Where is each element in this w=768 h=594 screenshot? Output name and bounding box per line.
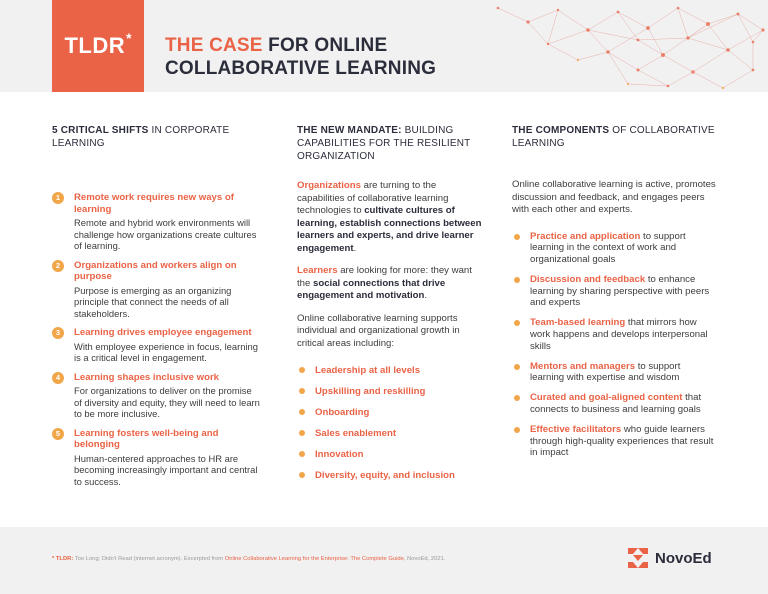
title-line1-rest: FOR ONLINE bbox=[262, 35, 388, 56]
shift-text: With employee experience in focus, learning is a critical level in engagement. bbox=[74, 340, 258, 363]
shift-title: Learning shapes inclusive work bbox=[74, 371, 220, 383]
list-item bbox=[297, 364, 482, 377]
component-item bbox=[512, 231, 717, 266]
heading-rest: IN CORPORATE LEARNING bbox=[52, 125, 230, 149]
list-item bbox=[297, 406, 482, 419]
bullet-dot-icon bbox=[514, 320, 520, 326]
heading-bold: THE COMPONENTS bbox=[512, 125, 610, 136]
component-item bbox=[512, 424, 717, 459]
tldr-badge bbox=[52, 0, 144, 92]
header-band bbox=[0, 0, 768, 92]
number-badge: 3 bbox=[52, 327, 64, 339]
heading-rest: OF COLLABORATIVE LEARNING bbox=[512, 125, 715, 149]
paragraph-bold: social connections that drive engagement and motivation bbox=[297, 277, 446, 301]
component-text: to support learning with expertise and wisdom bbox=[530, 360, 681, 384]
shift-text: Human-centered approaches to HR are becoming increasingly important and central to success. bbox=[74, 452, 258, 487]
title-line2: COLLABORATIVE LEARNING bbox=[165, 58, 437, 79]
component-text: that connects to business and learning goals bbox=[530, 392, 702, 416]
shift-item bbox=[52, 192, 262, 252]
shift-item bbox=[52, 372, 262, 420]
shift-title: Remote work requires new ways of learning bbox=[74, 192, 234, 215]
component-item bbox=[512, 274, 717, 309]
list-item-label: Onboarding bbox=[315, 407, 370, 418]
component-name: Effective facilitators bbox=[530, 423, 622, 435]
bullet-dot-icon bbox=[514, 277, 520, 283]
novoed-logo-icon bbox=[626, 546, 650, 570]
number-badge: 5 bbox=[52, 428, 64, 440]
number-badge: 4 bbox=[52, 372, 64, 384]
bullet-dot-icon bbox=[299, 472, 305, 478]
learners-paragraph bbox=[297, 265, 482, 303]
new-mandate-column bbox=[297, 124, 482, 490]
bullet-dot-icon bbox=[514, 364, 520, 370]
list-item-label: Diversity, equity, and inclusion bbox=[315, 470, 455, 481]
bullet-dot-icon bbox=[299, 430, 305, 436]
learners-lead: Learners bbox=[297, 265, 338, 276]
list-item bbox=[297, 427, 482, 440]
shift-text: Purpose is emerging as an organizing principle that connect the needs of all stakeholders. bbox=[74, 284, 232, 319]
bullet-dot-icon bbox=[514, 234, 520, 240]
component-text: to support learning in the context of work and organizational goals bbox=[530, 230, 686, 266]
heading-rest: BUILDING CAPABILITIES FOR THE RESILIENT ORGANIZATION bbox=[297, 125, 471, 162]
shift-title: Learning fosters well-being and belonging bbox=[74, 427, 219, 450]
organizations-lead: Organizations bbox=[297, 180, 361, 191]
component-text: who guide learners through high-quality experiences that result in impact bbox=[530, 423, 714, 459]
critical-shifts-column bbox=[52, 124, 262, 495]
footnote-term: * TLDR: bbox=[52, 556, 74, 562]
shift-text: Remote and hybrid work environments will challenge how organizations create cultures of learning. bbox=[74, 217, 257, 251]
footnote-definition: Too Long; Didn't Read (internet acronym). Excerpted from bbox=[73, 556, 225, 562]
shift-title: Learning drives employee engagement bbox=[74, 327, 252, 338]
component-name: Team-based learning bbox=[530, 317, 626, 329]
shift-item bbox=[52, 327, 262, 364]
list-item bbox=[297, 385, 482, 398]
bullet-dot-icon bbox=[299, 409, 305, 415]
page-title bbox=[165, 34, 436, 80]
components-column bbox=[512, 124, 717, 467]
novoed-logo bbox=[626, 546, 712, 570]
heading-bold: THE NEW MANDATE: bbox=[297, 125, 402, 136]
shift-text: For organizations to deliver on the promise of diversity and equity, they will need to learn to be more inclusive. bbox=[74, 385, 260, 419]
heading-bold: 5 CRITICAL SHIFTS bbox=[52, 125, 149, 136]
logo-text: NovoEd bbox=[655, 549, 712, 567]
bullet-dot-icon bbox=[514, 427, 520, 433]
component-item bbox=[512, 361, 717, 385]
component-text: that mirrors how work happens and develops interpersonal skills bbox=[530, 317, 708, 352]
list-item-label: Sales enablement bbox=[315, 428, 397, 439]
paragraph-text: are looking for more: they want the bbox=[297, 265, 472, 289]
tldr-text: TLDR bbox=[64, 33, 126, 58]
organizations-paragraph bbox=[297, 180, 482, 255]
title-accent: THE CASE bbox=[165, 35, 263, 56]
paragraph-bold: cultivate cultures of learning, establish connections between learners and experts, and drive learner engagement bbox=[297, 205, 482, 254]
list-item-label: Leadership at all levels bbox=[315, 365, 421, 376]
growth-paragraph: Online collaborative learning supports individual and organizational growth in critical areas including: bbox=[297, 312, 460, 349]
component-name: Mentors and managers bbox=[530, 360, 636, 372]
network-graphic bbox=[488, 0, 768, 92]
paragraph-end: . bbox=[424, 290, 428, 301]
component-item bbox=[512, 392, 717, 416]
new-mandate-heading bbox=[297, 124, 482, 163]
list-item-label: Upskilling and reskilling bbox=[315, 386, 426, 397]
critical-shifts-heading bbox=[52, 124, 262, 150]
components-heading bbox=[512, 124, 717, 150]
paragraph-text: are turning to the capabilities of collaborative learning technologies to bbox=[297, 180, 449, 216]
growth-areas-list bbox=[297, 364, 482, 482]
bullet-dot-icon bbox=[514, 395, 520, 401]
list-item bbox=[297, 448, 482, 461]
list-item bbox=[297, 469, 482, 482]
guide-link[interactable]: Online Collaborative Learning for the Enterprise: The Complete Guide bbox=[224, 556, 404, 562]
shift-item bbox=[52, 260, 262, 320]
bullet-dot-icon bbox=[299, 388, 305, 394]
components-intro: Online collaborative learning is active, promotes discussion and feedback, and engages peers with each other and experts. bbox=[512, 179, 716, 215]
footnote-end: , NovoEd, 2021. bbox=[403, 556, 446, 562]
shift-item bbox=[52, 428, 262, 488]
shift-title: Organizations and workers align on purpose bbox=[74, 259, 237, 282]
component-name: Discussion and feedback bbox=[530, 273, 646, 285]
component-item bbox=[512, 317, 717, 352]
paragraph-end: . bbox=[353, 242, 357, 254]
footer-band bbox=[0, 527, 768, 594]
bullet-dot-icon bbox=[299, 451, 305, 457]
component-name: Practice and application bbox=[530, 230, 641, 242]
number-badge: 2 bbox=[52, 260, 64, 272]
component-text: to enhance learning by sharing perspective with peers and experts bbox=[530, 273, 710, 309]
list-item-label: Innovation bbox=[315, 449, 364, 460]
tldr-asterisk: * bbox=[126, 30, 132, 46]
bullet-dot-icon bbox=[299, 367, 305, 373]
component-name: Curated and goal-aligned content bbox=[530, 392, 683, 404]
number-badge: 1 bbox=[52, 192, 64, 204]
footnote bbox=[52, 556, 445, 562]
